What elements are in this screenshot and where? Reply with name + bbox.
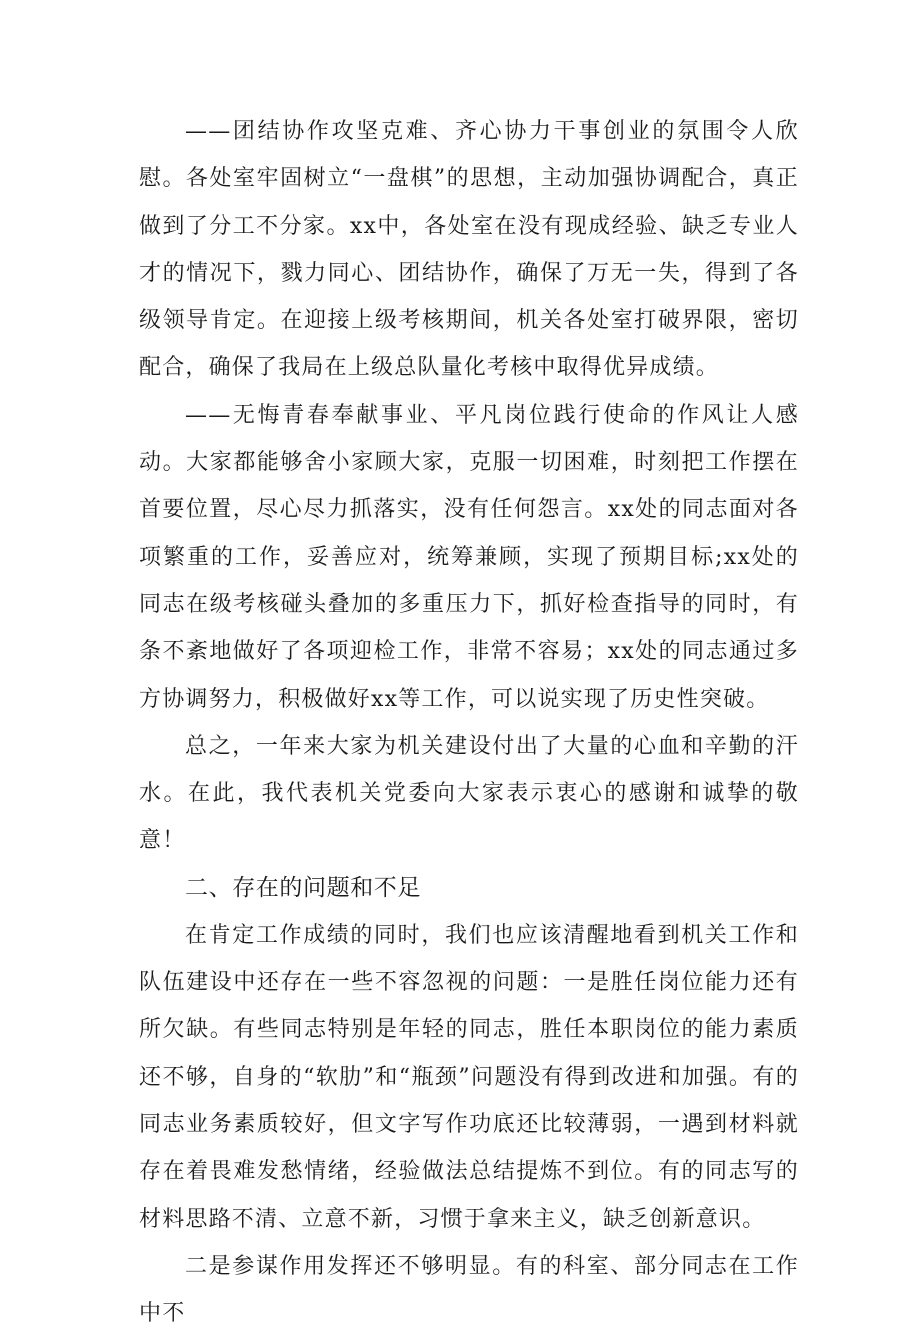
paragraph-advisory-role: 二是参谋作用发挥还不够明显。有的科室、部分同志在工作中不: [139, 1253, 799, 1327]
paragraph-dedication: ——无悔青春奉献事业、平凡岗位践行使命的作风让人感动。大家都能够舍小家顾大家，克服一切困难，时刻把工作摆在首要位置，尽心尽力抓落实，没有任何怨言。xx处的同志面对各项繁重的工作，妥善应对，统筹兼顾，实现了预期目标;xx处的同志在级考核碰头叠加的多重压力下，抓好检查指导的同时，有条不紊地做好了各项迎检工作，非常不容易；xx处的同志通过多方协调努力，积极做好xx等工作，可以说实现了历史性突破。: [139, 402, 799, 712]
paragraph-teamwork: ——团结协作攻坚克难、齐心协力干事创业的氛围令人欣慰。各处室牢固树立“一盘棋”的思想，主动加强协调配合，真正做到了分工不分家。xx中，各处室在没有现成经验、缺乏专业人才的情况下，戮力同心、团结协作，确保了万无一失，得到了各级领导肯定。在迎接上级考核期间，机关各处室打破界限，密切配合，确保了我局在上级总队量化考核中取得优异成绩。: [139, 119, 799, 381]
document-body: [139, 108, 799, 1337]
paragraph-summary: 总之，一年来大家为机关建设付出了大量的心血和辛勤的汗水。在此，我代表机关党委向大家表示衷心的感谢和诚挚的敬意！: [139, 733, 799, 854]
section-heading: 二、存在的问题和不足: [185, 874, 421, 901]
paragraph-problems: 在肯定工作成绩的同时，我们也应该清醒地看到机关工作和队伍建设中还存在一些不容忽视的问题：一是胜任岗位能力还有所欠缺。有些同志特别是年轻的同志，胜任本职岗位的能力素质还不够，自身的“软肋”和“瓶颈”问题没有得到改进和加强。有的同志业务素质较好，但文字写作功底还比较薄弱，一遇到材料就存在着畏难发愁情绪，经验做法总结提炼不到位。有的同志写的材料思路不清、立意不新，习惯于拿来主义，缺乏创新意识。: [139, 922, 799, 1232]
